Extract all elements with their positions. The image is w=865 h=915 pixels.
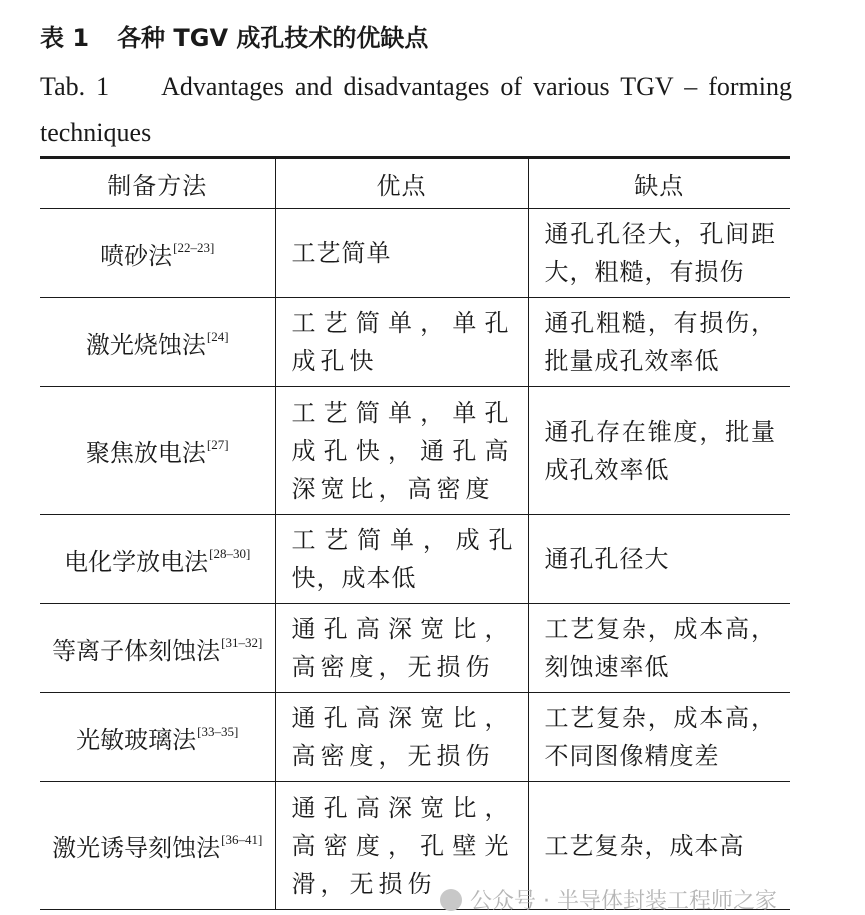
method-cell xyxy=(40,387,275,515)
method-cell xyxy=(40,604,275,693)
method-name: 电化学放电法 xyxy=(64,547,209,576)
method-cell xyxy=(40,298,275,387)
method-cell xyxy=(40,782,275,910)
table-caption-en xyxy=(40,64,792,156)
watermark-text: 公众号 · 半导体封装工程师之家 xyxy=(470,889,777,914)
header-method: 制备方法 xyxy=(40,159,275,209)
advantages-cell: 工艺简单，单孔成孔快 xyxy=(275,298,528,387)
tgv-techniques-table xyxy=(40,159,790,910)
reference-mark: [31–32] xyxy=(221,634,263,650)
table-row xyxy=(40,604,790,693)
reference-mark: [24] xyxy=(206,328,229,344)
table-caption-cn xyxy=(40,18,428,53)
reference-mark: [27] xyxy=(206,437,229,452)
advantages-cell: 工艺简单，成孔快，成本低 xyxy=(275,515,528,604)
disadvantages-cell: 通孔孔径大 xyxy=(528,515,790,604)
reference-mark: [28–30] xyxy=(209,545,251,561)
table-title-cn: 各种 TGV 成孔技术的优缺点 xyxy=(117,24,429,52)
disadvantages-cell: 通孔粗糙，有损伤，批量成孔效率低 xyxy=(528,298,790,387)
reference-mark: [33–35] xyxy=(197,723,239,739)
method-name: 激光诱导刻蚀法 xyxy=(52,834,221,862)
method-name: 喷砂法 xyxy=(100,241,173,270)
advantages-cell: 通孔高深宽比，高密度，孔壁光滑，无损伤 xyxy=(275,782,528,910)
table-title-en: Advantages and disadvantages of various TGV – forming techniques xyxy=(40,72,792,147)
method-cell xyxy=(40,693,275,782)
method-cell xyxy=(40,515,275,604)
advantages-cell: 通孔高深宽比，高密度，无损伤 xyxy=(275,693,528,782)
reference-mark: [36–41] xyxy=(221,832,263,847)
method-name: 等离子体刻蚀法 xyxy=(52,636,221,665)
table-row xyxy=(40,693,790,782)
table-row xyxy=(40,515,790,604)
header-disadvantages: 缺点 xyxy=(528,159,790,209)
disadvantages-cell: 工艺复杂，成本高，不同图像精度差 xyxy=(528,693,790,782)
table-row xyxy=(40,298,790,387)
reference-mark: [22–23] xyxy=(173,239,215,255)
method-cell xyxy=(40,209,275,298)
method-name: 聚焦放电法 xyxy=(85,439,206,467)
method-name: 激光烧蚀法 xyxy=(85,330,206,359)
advantages-cell: 工艺简单 xyxy=(275,209,528,298)
table-header-row xyxy=(40,159,790,209)
wechat-watermark xyxy=(440,884,777,915)
method-name: 光敏玻璃法 xyxy=(76,725,197,754)
disadvantages-cell: 工艺复杂，成本高 xyxy=(528,782,790,910)
disadvantages-cell: 工艺复杂，成本高，刻蚀速率低 xyxy=(528,604,790,693)
disadvantages-cell: 通孔存在锥度，批量成孔效率低 xyxy=(528,387,790,515)
disadvantages-cell: 通孔孔径大，孔间距大，粗糙，有损伤 xyxy=(528,209,790,298)
table-number-cn: 表 1 xyxy=(40,24,90,52)
header-advantages: 优点 xyxy=(275,159,528,209)
table-row xyxy=(40,387,790,515)
table-row xyxy=(40,209,790,298)
advantages-cell: 通孔高深宽比，高密度，无损伤 xyxy=(275,604,528,693)
advantages-cell: 工艺简单，单孔成孔快，通孔高深宽比，高密度 xyxy=(275,387,528,515)
table-number-en: Tab. 1 xyxy=(40,72,110,101)
wechat-icon xyxy=(440,889,462,911)
